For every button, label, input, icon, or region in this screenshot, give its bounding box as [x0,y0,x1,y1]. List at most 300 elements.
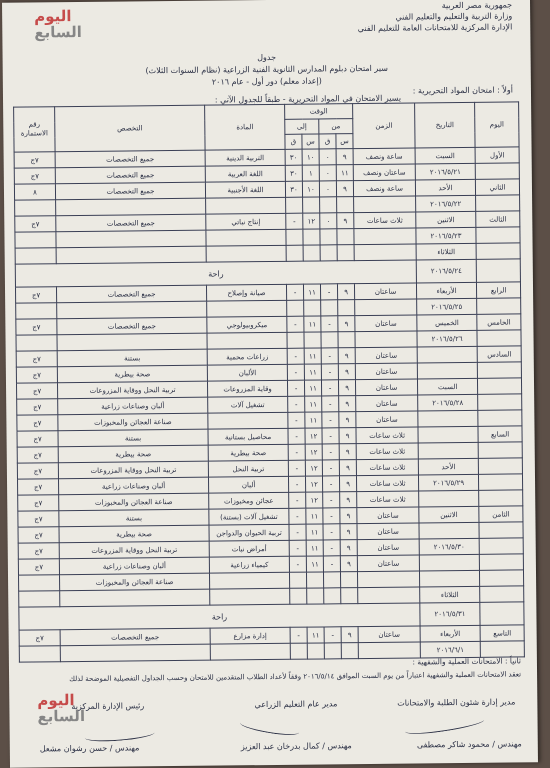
cell-date: الأحد [415,179,475,196]
cell-specialty: صناعة العجائن والمخبوزات [59,493,209,511]
col-from-minute: ق [319,134,336,149]
cell-day [478,378,522,394]
watermark-logo-top [34,8,82,40]
section2-text: تعقد الامتحانات العملية والشفهية اعتباراً من يوم السبت الموافق ٢٠١٦/٥/١٤ وفقاً لأعداد الطلاب المتقدمين للامتحان وحسب الجداول التفصيلية الموضحة لذلك [69,670,522,684]
cell-date [417,346,477,363]
cell-from-hour: ٩ [336,149,353,165]
cell-form-number [15,232,56,248]
cell-from-minute [321,300,338,316]
cell-form-number: ٧ج [16,319,57,335]
cell-to-hour: ١٢ [306,476,323,492]
cell-duration [355,331,417,348]
document-page [2,0,538,768]
cell-to-minute: - [287,364,304,380]
cell-from-hour: ٩ [339,460,356,476]
cell-specialty: جميع التخصصات [55,166,205,184]
cell-form-number: ٧ج [16,351,57,367]
cell-duration: ساعتان [358,626,420,643]
cell-date: الثلاثاء [416,243,476,260]
cell-day [479,474,523,490]
cell-from-hour: ٩ [338,364,355,380]
cell-from-minute: - [323,524,340,540]
cell-specialty [56,230,206,248]
cell-form-number: ٧ج [18,511,59,527]
cell-to-hour: ١٢ [306,492,323,508]
cell-to-minute: - [287,348,304,364]
cell-from-hour: ٩ [340,540,357,556]
cell-from-minute: ٠ [319,149,336,165]
cell-day [478,394,522,410]
cell-subject: عجائن ومخبوزات [209,492,289,509]
cell-from-minute: - [323,540,340,556]
handwritten-signature-1 [404,714,485,737]
cell-specialty: تربية النحل ووقاية المزروعات [59,541,209,559]
cell-subject: تشغيل آلات [208,396,288,413]
cell-duration: ثلاث ساعات [357,491,419,508]
cell-from-minute: ٠ [319,181,336,197]
cell-day [476,195,520,211]
cell-date [419,522,479,539]
cell-from-minute: - [322,396,339,412]
header-line-3: الإدارة المركزية للامتحانات العامة للتعليم الفني [357,22,513,34]
cell-specialty: ألبان وصناعات زراعية [58,477,208,495]
cell-subject: محاصيل بستانية [208,428,288,445]
cell-specialty: ألبان وصناعات زراعية [58,397,208,415]
cell-from-hour: ٩ [340,556,357,572]
cell-form-number: ٧ج [17,415,58,431]
signature-role-2: مدير عام التعليم الزراعي [254,699,338,710]
cell-subject: إدارة مزارع [210,627,290,644]
cell-to-minute [287,332,304,348]
cell-from-hour: ٩ [338,316,355,332]
cell-from-minute: ٠ [319,165,336,181]
cell-to-hour: ١٠ [302,149,319,165]
cell-form-number [15,248,56,264]
cell-to-hour: ١١ [307,627,324,643]
cell-day [476,259,520,282]
cell-date: الخميس [417,314,477,331]
cell-specialty [56,246,206,264]
cell-from-hour: ٩ [339,412,356,428]
handwritten-signature-2 [239,717,300,738]
signature-role-1: مدير إدارة شئون الطلبة والامتحانات [397,697,516,708]
cell-date [418,410,478,427]
cell-specialty: صناعة العجائن والمخبوزات [60,573,210,591]
signature-name-3: مهندس / حسن رشوان مشعل [39,743,140,754]
cell-to-hour: ١١ [304,348,321,364]
cell-day [478,410,522,426]
cell-from-minute [320,245,337,261]
cell-to-minute: - [288,476,305,492]
col-to-minute: ق [285,134,302,149]
cell-date [418,442,478,459]
cell-from-minute [324,572,341,588]
cell-duration: ساعتان [355,283,417,300]
cell-date: ٢٠١٦/٥/٢٢ [416,195,476,212]
cell-to-hour [304,332,321,348]
cell-to-minute: - [290,627,307,643]
cell-to-hour [304,300,321,316]
cell-from-minute: - [321,348,338,364]
watermark-line-2: السابع [34,22,82,42]
cell-to-hour: ١١ [306,508,323,524]
cell-date: ٢٠١٦/٥/٢١ [415,163,475,180]
cell-from-hour [341,572,358,588]
cell-to-hour: ١١ [304,284,321,300]
cell-from-minute: - [322,428,339,444]
cell-specialty: جميع التخصصات [56,214,206,232]
cell-date [418,426,478,443]
cell-form-number: ٧ج [15,287,56,303]
cell-to-minute [286,197,303,213]
cell-to-minute: ٣٠ [285,149,302,165]
cell-to-hour: ١١ [304,364,321,380]
ministry-header [357,0,512,34]
cell-specialty: جميع التخصصات [60,628,210,646]
cell-date: الاثنين [419,506,479,523]
cell-to-hour [303,197,320,213]
section2 [19,655,521,685]
cell-from-hour [337,245,354,261]
cell-to-minute [286,229,303,245]
col-time: الوقت [285,104,353,120]
cell-duration [354,244,416,261]
document-title [3,49,531,91]
cell-form-number [16,335,57,351]
cell-to-minute: - [289,492,306,508]
cell-date: ٢٠١٦/٥/٣١ [420,602,480,626]
cell-specialty [56,198,206,216]
cell-to-minute: - [286,284,303,300]
signature-block-1 [397,697,515,707]
cell-from-minute: - [322,444,339,460]
cell-date: ٢٠١٦/٥/٢٨ [418,394,478,411]
cell-form-number: ٧ج [18,559,59,575]
cell-from-hour: ٩ [337,213,354,229]
cell-from-hour: ٩ [340,476,357,492]
cell-from-hour [338,300,355,316]
cell-from-hour: ٩ [338,348,355,364]
cell-to-hour: ١١ [306,556,323,572]
cell-duration [358,571,420,588]
cell-day [475,163,519,179]
cell-day [478,458,522,474]
cell-duration: ثلاث ساعات [356,427,418,444]
cell-from-minute: - [321,284,338,300]
cell-duration: ساعتان [356,395,418,412]
cell-specialty: صناعة العجائن والمخبوزات [58,413,208,431]
cell-from-hour: ٩ [339,428,356,444]
cell-duration: ساعتان [355,315,417,332]
cell-subject: كيمياء زراعية [209,556,289,573]
cell-date [419,490,479,507]
cell-subject: وقاية المزروعات [207,380,287,397]
cell-subject: تربية الحيوان والدواجن [209,524,289,541]
cell-to-hour: ١١ [306,540,323,556]
cell-from-minute: - [321,364,338,380]
watermark-line-2-bottom: السابع [37,706,86,726]
cell-subject: إنتاج نباتي [206,213,286,230]
signature-name-2: مهندس / كمال بدرخان عبد العزيز [240,741,352,752]
col-form-number: رقم الاستمارة [14,107,55,152]
cell-to-hour [303,229,320,245]
cell-from-hour [338,332,355,348]
cell-specialty: بستنة [59,509,209,527]
cell-duration: ساعتان [356,411,418,428]
cell-to-minute: - [288,428,305,444]
cell-to-minute: - [286,213,303,229]
cell-subject [206,245,286,262]
cell-specialty [57,333,207,351]
cell-subject: زراعات محمية [207,348,287,365]
cell-form-number [15,200,56,216]
cell-from-hour [341,588,358,604]
cell-day [480,586,524,602]
cell-from-hour: ٩ [336,181,353,197]
cell-duration: ساعتان [355,363,417,380]
cell-to-minute: - [289,508,306,524]
cell-duration: ساعتان [357,555,419,572]
exam-schedule-table [13,101,525,662]
cell-to-hour: ١١ [305,380,322,396]
cell-to-minute: - [289,540,306,556]
cell-subject: اللغة الأجنبية [205,181,285,198]
cell-day [478,442,522,458]
cell-date: ٢٠١٦/٥/٢٥ [417,298,477,315]
cell-from-hour: ٩ [338,284,355,300]
cell-date: الأربعاء [417,282,477,299]
cell-from-hour: ١١ [336,165,353,181]
cell-rest-label: راحة [15,260,416,287]
cell-specialty: تربية النحل ووقاية المزروعات [57,381,207,399]
cell-from-minute: - [321,316,338,332]
cell-date: ٢٠١٦/٥/٣٠ [419,538,479,555]
cell-to-minute [290,588,307,604]
cell-specialty: جميع التخصصات [56,285,206,303]
cell-form-number: ٧ج [17,431,58,447]
cell-day: السابع [478,426,522,442]
cell-to-minute [287,300,304,316]
cell-form-number: ٧ج [18,527,59,543]
cell-specialty [57,301,207,319]
cell-duration: ساعتان [355,347,417,364]
cell-to-hour: ١١ [306,524,323,540]
cell-specialty: صحة بيطرية [59,525,209,543]
cell-date: السبت [418,378,478,395]
cell-specialty: تربية النحل ووقاية المزروعات [58,461,208,479]
cell-from-minute [320,197,337,213]
cell-to-hour: ١٢ [305,428,322,444]
cell-date [417,362,477,379]
col-day: اليوم [475,102,519,147]
cell-day [479,522,523,538]
cell-from-hour: ٩ [339,396,356,412]
cell-subject: ميكروبيولوجي [207,316,287,333]
cell-to-minute: ٣٠ [285,181,302,197]
cell-day [477,362,521,378]
cell-subject: الألبان [207,364,287,381]
cell-subject: صيانة وإصلاح [206,284,286,301]
cell-date: الأحد [418,458,478,475]
cell-to-minute: - [289,524,306,540]
cell-subject: اللغة العربية [205,165,285,182]
cell-date: ٢٠١٦/٦/١ [420,641,480,658]
col-date: التاريخ [415,102,475,148]
watermark-line-1: اليوم [34,7,72,26]
col-from: من [319,119,353,134]
cell-from-minute [320,229,337,245]
col-to: إلى [285,119,319,134]
title-line-1: سير امتحان دبلوم المدارس الثانوية الفنية الزراعية (نظام السنوات الثلاث) [145,63,388,76]
cell-subject: تربية النحل [208,460,288,477]
cell-subject: التربية الدينية [205,149,285,166]
cell-from-minute: ٠ [320,213,337,229]
cell-subject: ألبان [208,476,288,493]
cell-subject: أمراض نبات [209,540,289,557]
col-subject: المادة [205,104,285,150]
cell-date: الثلاثاء [420,586,480,603]
cell-day: الرابع [477,282,521,298]
cell-duration: ثلاث ساعات [357,475,419,492]
watermark-line-1-bottom: اليوم [37,691,75,710]
cell-to-minute: ٣٠ [285,165,302,181]
cell-rest-label: راحة [19,603,420,630]
cell-subject [210,588,290,605]
cell-form-number: ٧ج [16,367,57,383]
cell-to-hour [303,245,320,261]
cell-from-hour [337,229,354,245]
cell-duration: ساعتان [357,523,419,540]
cell-day: الثالث [476,211,520,227]
cell-form-number: ٧ج [17,479,58,495]
cell-to-hour: ١١ [305,396,322,412]
cell-duration: ثلاث ساعات [356,443,418,460]
section1-title: أولاً : امتحان المواد التحريرية : [412,85,513,96]
table-body [14,147,524,662]
cell-from-minute [324,588,341,604]
cell-specialty: بستنة [57,349,207,367]
cell-from-hour: ٩ [340,508,357,524]
cell-from-minute [321,332,338,348]
cell-from-minute: - [322,412,339,428]
cell-to-hour: ١١ [305,412,322,428]
cell-day [476,243,520,259]
cell-subject [206,197,286,214]
cell-form-number: ٧ج [14,168,55,184]
cell-form-number: ٧ج [19,630,60,646]
cell-day: الخامس [477,314,521,330]
cell-form-number: ٧ج [17,463,58,479]
section1-subtitle: يسير الامتحان في المواد التحريرية - طبقاً للجدول الآتي : [214,93,402,105]
cell-to-hour [307,588,324,604]
cell-from-minute: - [322,380,339,396]
cell-form-number: ٧ج [14,152,55,168]
title-heading: جدول [257,52,277,63]
signature-role-3: رئيس الإدارة المركزية [71,701,145,712]
header-line-2: وزارة التربية والتعليم والتعليم الفني [395,11,513,22]
cell-specialty: صحة بيطرية [58,445,208,463]
cell-day [479,538,523,554]
cell-date: الاثنين [416,211,476,228]
cell-from-hour: ٩ [339,444,356,460]
col-to-hour: س [302,134,319,149]
handwritten-signature-3 [84,727,155,744]
cell-to-minute: - [288,460,305,476]
cell-form-number: ٧ج [17,447,58,463]
cell-day: الأول [475,147,519,163]
cell-specialty [60,589,210,607]
cell-date: ٢٠١٦/٥/٢٣ [416,227,476,244]
cell-subject [206,229,286,246]
col-from-hour: س [336,134,353,149]
cell-form-number: ٧ج [17,399,58,415]
cell-from-minute: - [323,556,340,572]
cell-to-hour: ١٢ [303,213,320,229]
cell-duration [354,196,416,213]
cell-duration: ساعتان [357,507,419,524]
cell-to-hour: ١٠ [302,181,319,197]
cell-duration: ثلاث ساعات [356,459,418,476]
cell-to-hour: ١٢ [305,460,322,476]
cell-from-hour: ٩ [339,380,356,396]
signature-block-2 [254,699,337,709]
cell-from-minute: - [323,492,340,508]
cell-specialty: ألبان وصناعات زراعية [59,557,209,575]
cell-to-minute: - [288,412,305,428]
cell-date [419,554,479,571]
cell-specialty: جميع التخصصات [55,150,205,168]
col-specialty: التخصص [55,105,205,152]
cell-subject [207,300,287,317]
cell-to-minute [286,245,303,261]
cell-date [420,570,480,587]
cell-from-minute: - [324,627,341,643]
cell-from-minute: - [322,460,339,476]
cell-specialty: جميع التخصصات [57,317,207,335]
cell-form-number: ٧ج [18,495,59,511]
watermark-logo-bottom [37,692,85,724]
cell-duration: ساعة ونصف [353,180,415,197]
cell-date: السبت [415,147,475,164]
cell-to-minute: - [288,396,305,412]
header-line-1: جمهورية مصر العربية [441,0,513,11]
cell-duration [355,299,417,316]
cell-duration: ثلاث ساعات [354,212,416,229]
cell-duration: ساعتان [357,539,419,556]
cell-subject [207,332,287,349]
cell-date: الأربعاء [420,625,480,642]
cell-duration [354,228,416,245]
cell-day: الثامن [479,506,523,522]
cell-day [476,227,520,243]
cell-day [479,490,523,506]
cell-to-hour: ١ [302,165,319,181]
col-duration: الزمن [353,103,415,149]
cell-date: ٢٠١٦/٥/٢٤ [416,259,476,283]
cell-from-hour: ٩ [340,492,357,508]
signature-name-1: مهندس / محمود شاكر مصطفى [416,739,522,750]
cell-from-hour: ٩ [340,524,357,540]
cell-to-minute: - [288,444,305,460]
cell-to-hour: ١٢ [305,444,322,460]
cell-from-minute: - [323,476,340,492]
cell-date: ٢٠١٦/٥/٢٦ [417,330,477,347]
cell-subject: صحة بيطرية [208,444,288,461]
cell-subject [209,572,289,589]
cell-form-number: ٧ج [18,543,59,559]
cell-specialty: بستنة [58,429,208,447]
cell-date: ٢٠١٦/٥/٢٩ [419,474,479,491]
